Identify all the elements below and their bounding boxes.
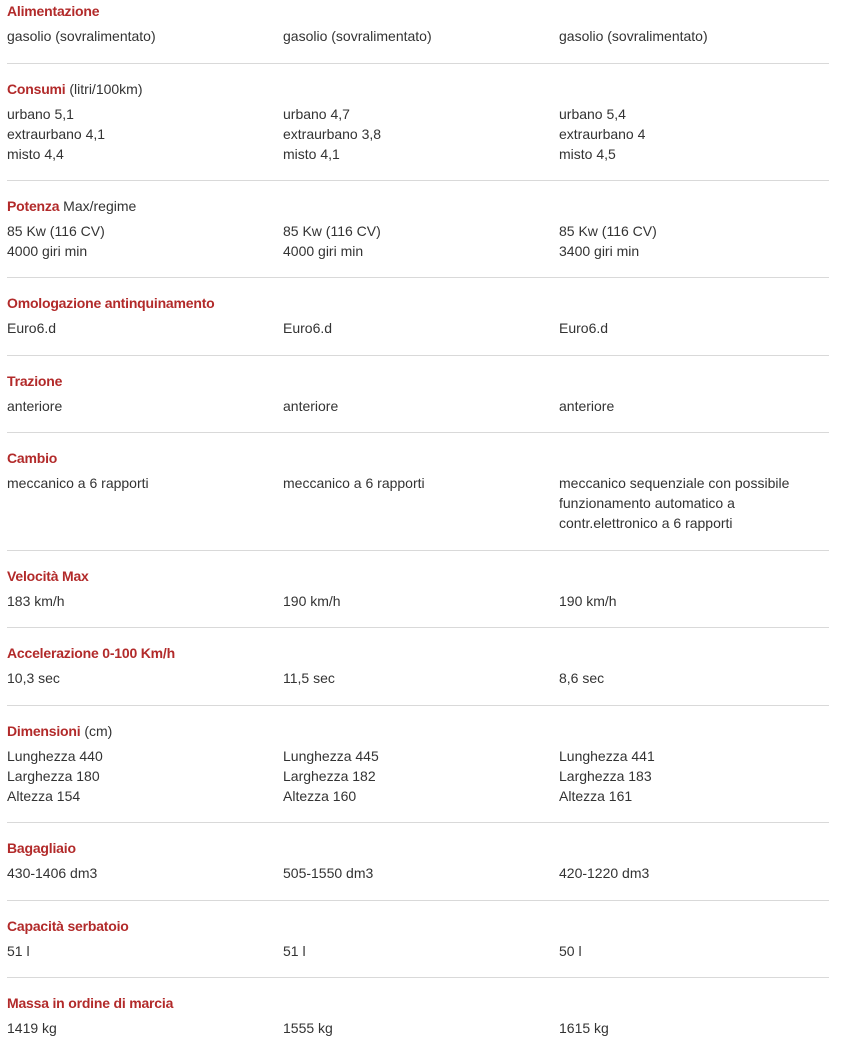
spec-header: [7, 551, 829, 585]
spec-value-col-2: [283, 863, 559, 883]
spec-title: Trazione: [7, 373, 63, 389]
spec-value: extraurbano 4: [559, 126, 646, 142]
spec-header: [7, 181, 829, 215]
spec-values: [7, 318, 829, 350]
spec-unit: (litri/100km): [69, 81, 143, 97]
spec-value: urbano 4,7: [283, 106, 350, 122]
spec-value: Larghezza 180: [7, 768, 100, 784]
spec-value: urbano 5,4: [559, 106, 626, 122]
spec-value: 85 Kw (116 CV): [283, 223, 381, 239]
spec-value-col-2: [283, 668, 559, 688]
spec-value: 51 l: [283, 943, 306, 959]
spec-value-col-2: [283, 473, 559, 533]
spec-header: [7, 978, 829, 1012]
spec-values: [7, 746, 829, 818]
spec-values: [7, 1018, 829, 1050]
spec-value: meccanico sequenziale con possibile: [559, 475, 790, 491]
spec-value: urbano 5,1: [7, 106, 74, 122]
spec-value: 3400 giri min: [559, 243, 640, 259]
spec-section-potenza: [7, 181, 829, 278]
spec-value-col-1: [7, 473, 283, 533]
spec-header: [7, 64, 829, 98]
spec-value-col-3: [559, 104, 829, 164]
spec-value-col-3: [559, 26, 829, 46]
spec-section-velocita: [7, 551, 829, 628]
spec-value: misto 4,5: [559, 146, 616, 162]
spec-value: anteriore: [7, 398, 63, 414]
spec-unit: Max/regime: [63, 198, 137, 214]
spec-section-omologazione: [7, 278, 829, 356]
spec-value: extraurbano 3,8: [283, 126, 382, 142]
spec-value-col-1: [7, 668, 283, 688]
spec-value: 1419 kg: [7, 1020, 57, 1036]
spec-title: Alimentazione: [7, 3, 100, 19]
spec-values: [7, 591, 829, 623]
spec-value: Altezza 161: [559, 788, 633, 804]
spec-header: [7, 0, 829, 20]
spec-value-col-2: [283, 318, 559, 338]
spec-section-trazione: [7, 356, 829, 433]
spec-value: meccanico a 6 rapporti: [283, 475, 425, 491]
spec-section-massa: [7, 978, 829, 1050]
spec-values: [7, 863, 829, 895]
spec-value-col-1: [7, 746, 283, 806]
spec-value: Larghezza 183: [559, 768, 652, 784]
spec-value-col-3: [559, 591, 829, 611]
spec-section-dimensioni: [7, 706, 829, 823]
spec-value: 1615 kg: [559, 1020, 609, 1036]
spec-value: 8,6 sec: [559, 670, 605, 686]
spec-value-col-1: [7, 863, 283, 883]
spec-value: extraurbano 4,1: [7, 126, 106, 142]
spec-values: [7, 221, 829, 273]
spec-value: 4000 giri min: [283, 243, 364, 259]
spec-value-col-1: [7, 318, 283, 338]
spec-value-col-3: [559, 396, 829, 416]
spec-value: Euro6.d: [283, 320, 333, 336]
spec-title: Massa in ordine di marcia: [7, 995, 174, 1011]
spec-value: Lunghezza 445: [283, 748, 379, 764]
spec-value-col-3: [559, 746, 829, 806]
spec-header: [7, 823, 829, 857]
spec-header: [7, 706, 829, 740]
spec-values: [7, 941, 829, 973]
spec-title: Consumi: [7, 81, 66, 97]
spec-value-col-2: [283, 104, 559, 164]
spec-value: 1555 kg: [283, 1020, 333, 1036]
spec-title: Omologazione antinquinamento: [7, 295, 215, 311]
spec-header: [7, 356, 829, 390]
spec-title: Accelerazione 0-100 Km/h: [7, 645, 175, 661]
spec-value: anteriore: [283, 398, 339, 414]
spec-header: [7, 278, 829, 312]
spec-value-col-3: [559, 941, 829, 961]
spec-title: Cambio: [7, 450, 58, 466]
spec-value: 183 km/h: [7, 593, 65, 609]
spec-values: [7, 104, 829, 176]
spec-section-cambio: [7, 433, 829, 551]
spec-value-col-1: [7, 1018, 283, 1038]
spec-unit: (cm): [84, 723, 113, 739]
spec-value: gasolio (sovralimentato): [283, 28, 432, 44]
spec-value-col-1: [7, 104, 283, 164]
spec-value-col-3: [559, 1018, 829, 1038]
spec-section-consumi: [7, 64, 829, 181]
spec-section-alimentazione: [7, 0, 829, 64]
spec-title: Velocità Max: [7, 568, 89, 584]
spec-value: gasolio (sovralimentato): [559, 28, 708, 44]
spec-value-col-3: [559, 221, 829, 261]
spec-value-col-1: [7, 591, 283, 611]
spec-values: [7, 668, 829, 700]
spec-value-col-3: [559, 473, 829, 533]
spec-value-col-1: [7, 221, 283, 261]
spec-value: gasolio (sovralimentato): [7, 28, 156, 44]
spec-value-col-1: [7, 941, 283, 961]
spec-value: 50 l: [559, 943, 582, 959]
spec-value: Altezza 160: [283, 788, 357, 804]
spec-value: Lunghezza 441: [559, 748, 655, 764]
spec-value: 190 km/h: [559, 593, 617, 609]
spec-value: 420-1220 dm3: [559, 865, 650, 881]
spec-value-col-3: [559, 863, 829, 883]
spec-value-col-2: [283, 396, 559, 416]
spec-title: Capacità serbatoio: [7, 918, 129, 934]
spec-value: misto 4,4: [7, 146, 64, 162]
spec-header: [7, 628, 829, 662]
spec-header: [7, 433, 829, 467]
spec-value: Lunghezza 440: [7, 748, 103, 764]
spec-value-col-2: [283, 26, 559, 46]
spec-section-serbatoio: [7, 901, 829, 978]
spec-value: Larghezza 182: [283, 768, 376, 784]
spec-title: Dimensioni: [7, 723, 81, 739]
spec-section-accelerazione: [7, 628, 829, 706]
spec-values: [7, 473, 829, 545]
spec-value-col-2: [283, 1018, 559, 1038]
spec-value: Euro6.d: [7, 320, 57, 336]
spec-value: funzionamento automatico a: [559, 495, 735, 511]
spec-value: 51 l: [7, 943, 30, 959]
spec-value: 4000 giri min: [7, 243, 88, 259]
spec-header: [7, 901, 829, 935]
spec-value: 430-1406 dm3: [7, 865, 98, 881]
spec-value: 505-1550 dm3: [283, 865, 374, 881]
spec-value: Euro6.d: [559, 320, 609, 336]
spec-table: [7, 0, 829, 1050]
spec-value-col-2: [283, 746, 559, 806]
spec-value: 85 Kw (116 CV): [559, 223, 657, 239]
spec-value: 11,5 sec: [283, 670, 335, 686]
spec-value: Altezza 154: [7, 788, 81, 804]
spec-value-col-2: [283, 591, 559, 611]
spec-value: 10,3 sec: [7, 670, 60, 686]
spec-value: contr.elettronico a 6 rapporti: [559, 515, 733, 531]
spec-value-col-3: [559, 318, 829, 338]
spec-section-bagagliaio: [7, 823, 829, 901]
spec-value: misto 4,1: [283, 146, 340, 162]
spec-value-col-1: [7, 396, 283, 416]
spec-value: meccanico a 6 rapporti: [7, 475, 149, 491]
spec-value-col-3: [559, 668, 829, 688]
spec-value-col-2: [283, 221, 559, 261]
spec-value: 190 km/h: [283, 593, 341, 609]
spec-value-col-1: [7, 26, 283, 46]
spec-value: anteriore: [559, 398, 615, 414]
spec-value-col-2: [283, 941, 559, 961]
spec-values: [7, 26, 829, 58]
spec-value: 85 Kw (116 CV): [7, 223, 105, 239]
spec-values: [7, 396, 829, 428]
spec-title: Bagagliaio: [7, 840, 76, 856]
spec-title: Potenza: [7, 198, 60, 214]
